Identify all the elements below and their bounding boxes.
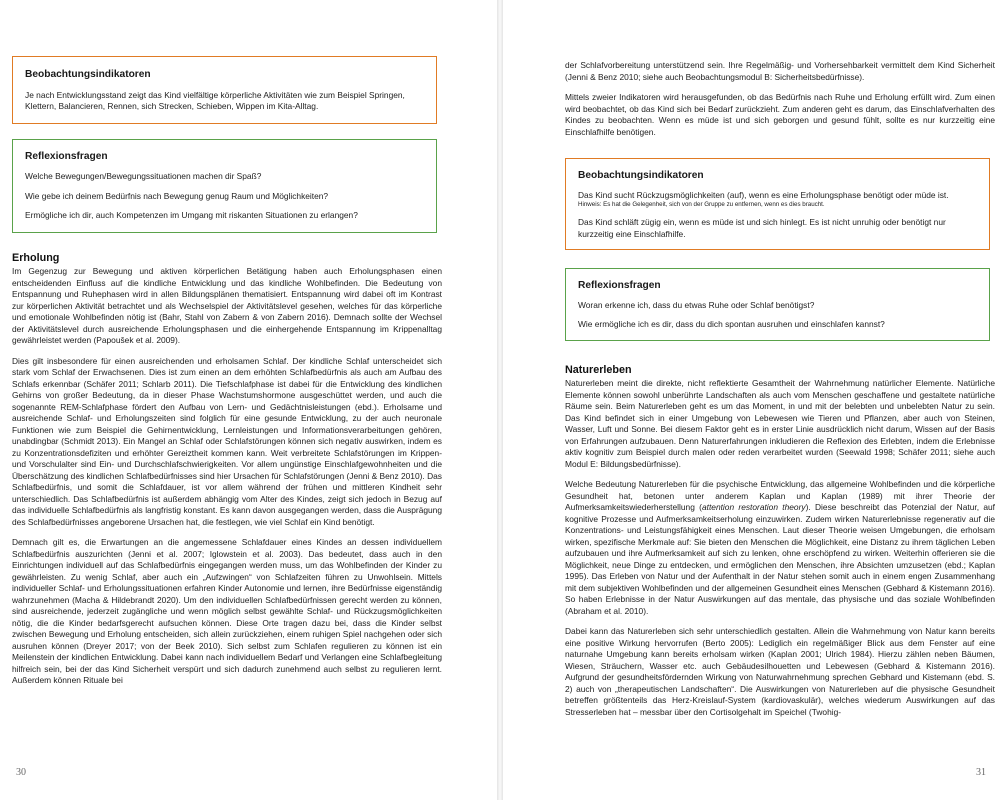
reflection-questions-box <box>565 268 990 341</box>
box-text: Je nach Entwicklungsstand zeigt das Kind vielfältige körperliche Aktivitäten wie zum Beispiel Springen, Klettern, Balancieren, Rennen, sich Strecken, Schieben, Wippen im Kita-Alltag. <box>25 89 405 111</box>
question: Welche Bewegungen/Bewegungssituationen machen dir Spaß? <box>25 171 262 181</box>
paragraph-text: ). Diese beschreibt das Potenzial der Natur, auf kognitive Prozesse und Aufmerksamkeitserholung einzuwirken. Zudem wirken Naturerlebnisse regenerativ auf die Konzentrations- und Leistungsfähigkeit eines Menschen. Laut dieser Theorie weisen Umgebungen, die erholsam wirken, spezifische Merkmale auf: Sie bieten den Menschen die Möglichkeit, eine Distanz zu ihrem täglichen Leben aufzubauen und ihre Aufmerksamkeit auf sich zu lenken, ohne erschöpfend zu wirken. Weiterhin offerieren sie die Möglichkeit, neue Dinge zu entdecken, und ermöglichen den Menschen, ihre Absichten umzusetzen (ebd.; Kaplan 1995). Das Erleben von Natur und der Aufenthalt in der Natur stehen somit auch in einem engen Zusammenhang mit dem subjektiven Wohlbefinden und der allgemeinen Gesundheit eines Menschen (Gebhard & Kistemann 2016). So haben Erlebnisse in der Natur Auswirkungen auf das mentale, das physische und das soziale Wohlbefinden (Abraham et al. 2010). <box>565 502 995 616</box>
left-page <box>0 0 497 800</box>
right-page <box>503 0 1000 800</box>
box-title: Reflexionsfragen <box>25 150 108 162</box>
paragraph-text: Welche Bedeutung Naturerleben für die psychische Entwicklung, das allgemeine Wohlbefinden und die körperliche Gesundheit hat, betonen unter anderem Kaplan und Kaplan (1989) mit ihrer Theorie der Aufmerksamkeitswiederherstellung ( <box>565 479 995 512</box>
paragraph-italic-term: attention restoration theory <box>701 502 806 512</box>
paragraph: der Schlafvorbereitung unterstützend sein. Ihre Regelmäßig- und Vorhersehbarkeit vermittelt dem Kind Sicherheit (Jenni & Benz 2010; siehe auch Beobachtungsmodul B: Sicherheitsbedürfnisse). <box>565 60 995 82</box>
section-heading: Erholung <box>12 251 60 264</box>
paragraph: Naturerleben meint die direkte, nicht reflektierte Gesamtheit der Wahrnehmung natürlicher Elemente. Natürliche Elemente können sowohl unberührte Landschaften als auch vom Menschen geschaffene und gestaltete natürliche Räume sein. Beim Naturerleben geht es um das Moment, in und mit der belebten und unbelebten Natur zu sein. Das Kind befindet sich in einer Umgebung von Lebewesen wie Tieren und Pflanzen, aber auch von Steinen, Wasser, Luft und Sonne. Bei diesem Faktor geht es in erster Linie ausdrücklich nicht darum, Wissen auf der Basis von Erfahrungen aufzubauen. Denn Naturerfahrungen inkludieren die Reflexion des Erlebten, indem die Erlebnisse aktiv kognitiv zum Beispiel durch malen oder reden verarbeitet wurden (Seewald 1998; Schäfer 2011; siehe auch Modul E: Bildungsbedürfnisse). <box>565 378 995 469</box>
observation-indicators-box <box>12 56 437 124</box>
paragraph <box>565 479 995 617</box>
reflection-questions-box <box>12 139 437 233</box>
box-title: Beobachtungsindikatoren <box>578 170 704 181</box>
question: Ermögliche ich dir, auch Kompetenzen im Umgang mit riskanten Situationen zu erlangen? <box>25 210 358 220</box>
box-hint: Hinweis: Es hat die Gelegenheit, sich von der Gruppe zu entfernen, wenn es dies braucht. <box>578 201 825 208</box>
question: Wie ermögliche ich es dir, dass du dich spontan ausruhen und einschlafen kannst? <box>578 319 885 329</box>
question: Wie gebe ich deinem Bedürfnis nach Bewegung genug Raum und Möglichkeiten? <box>25 190 329 201</box>
paragraph: Im Gegenzug zur Bewegung und aktiven körperlichen Betätigung haben auch Erholungsphasen einen entscheidenden Einfluss auf die kindliche Entwicklung und das kindliche Wohlbefinden. Die Bedeutung von Entspannung und Ruhephasen wird in allen Bildungsplänen thematisiert. Entspannung wird dabei oft im Kontrast zur körperlichen Aktivität betrachtet und als Wechselspiel der Aktivitätslevel gesehen, welches für das körperliche und emotionale Wohlbefinden nötig ist (Bahr, Stahl von Zabern & von Zabern 2016). Demnach sollte der Wechsel der Aktivitätslevel durch ausreichende Erholungsphasen und die einhergehende Entspannung im Krippenalltag gewährleistet werden (Papoušek et al. 2009). <box>12 266 442 345</box>
right-column <box>565 60 995 718</box>
observation-indicators-box <box>565 158 990 250</box>
paragraph: Dies gilt insbesondere für einen ausreichenden und erholsamen Schlaf. Der kindliche Schlaf unterscheidet sich stark vom Schlaf der Erwachsenen. Dies ist zum einen an dem erhöhten Schlafbedürfnis als auch am Aufbau des Schlafs erkennbar (Schäfer 2011; Schlarb 2011). Die Tiefschlafphase ist dabei für die Entwicklung des kindlichen Gehirns von großer Bedeutung, da in dieser Phase Wachstumshormone ausgeschüttet werden, und auch die sogenannte REM-Schlafphase fördert den Aufbau von Lern- und Gedächtnisleistungen (ebd.). Erholsame und ausreichende Schlaf- und Erholungszeiten sind folglich für eine gesunde Entwicklung, zu der auch neuronale Funktionen wie zum Beispiel die Gehirnentwicklung, Lernleistungen und Informationsverarbeitungen gehören, unabdingbar (Schmidt 2013). Ein Mangel an Schlaf oder Schlafstörungen können sich negativ auswirken, indem es zu Konzentrationsdefiziten und erhöhter Gereiztheit kommen kann. Weit verbreitete Schlafstörungen im Krippen- und Vorschulalter sind Ein- und Durchschlafschwierigkeiten. Vor allem ungünstige Einschlafgewohnheiten und die Überschätzung des kindlichen Schlafbedürfnisses sind hier Ursachen für Schlafstörungen (Jenni & Benz 2010). Das Schlafbedürfnis, und somit die Schlafdauer, ist vor allem während der frühen und mittleren Kindheit sehr unterschiedlich. Das Schlafbedürfnis ist außerdem abhängig vom Alter des Kindes, zeigt sich jedoch in Bezug auf das individuelle Schlafbedürfnis als langfristig konstant. Es kann davon ausgegangen werden, dass die Ausprägung des Schlafbedürfnisses angeborene Ursachen hat, die festlegen, wie viel Schlaf ein Kind benötigt. <box>12 355 442 527</box>
box-title: Beobachtungsindikatoren <box>25 69 151 80</box>
section-heading: Naturerleben <box>565 363 632 376</box>
question: Woran erkenne ich, dass du etwas Ruhe oder Schlaf benötigst? <box>578 299 815 310</box>
left-column <box>12 56 442 687</box>
box-text: Das Kind schläft zügig ein, wenn es müde ist und sich hinlegt. Es ist nicht unruhig oder benötigt nur kurzzeitig eine Einschlafhilfe. <box>578 217 946 239</box>
page-number: 30 <box>16 767 26 778</box>
box-title: Reflexionsfragen <box>578 280 661 291</box>
paragraph: Mittels zweier Indikatoren wird herausgefunden, ob das Bedürfnis nach Ruhe und Erholung erfüllt wird. Zum einen wird beobachtet, ob das Kind sich bei Bedarf zurückzieht. Zum anderen geht es darum, das Einschlafverhalten des Kindes zu beobachten. Wenn es müde ist und sich geborgen und gesund fühlt, sollte es nur kurzzeitig eine Einschlafhilfe benötigen. <box>565 92 995 137</box>
page-number: 31 <box>976 767 986 778</box>
paragraph: Demnach gilt es, die Erwartungen an die angemessene Schlafdauer eines Kindes an dessen individuellem Schlafbedürfnis auszurichten (Jenni et al. 2007; Iglowstein et al. 2003). Das bedeutet, dass auch in den Einrichtungen individuell auf das Schlafbedürfnis eingegangen werden muss, um das Wohlbefinden der Kinder zu gewährleisten. Zu wenig Schlaf, aber auch ein „Aufzwingen“ von Schlafzeiten führen zu Unwohlsein. Mittels individueller Schlaf- und Erholungssituationen erfahren Kinder Autonomie und lernen, ihre Bedürfnisse eigenständig wahrzunehmen (Macha & Hildebrandt 2020). Um den individuellen Schlafbedürfnissen gerecht werden zu können, sind ausreichende, jederzeit zugängliche und wenn möglich selbst gewählte Schlaf- und Rückzugsmöglichkeiten nötig, die die Kinder bedarfsgerecht aufsuchen können. Diese Orte tragen dazu bei, dass die Kinder selbst zwischen Bewegung und Erholung entscheiden, sich allein zurückziehen, einem ruhigen Spiel nachgehen oder sich ausruhen können (Dreyer 2017; von der Beek 2010). Sich selbst zum Schlafen regulieren zu können ist ein Meilenstein der kindlichen Entwicklung. Dabei kann nach individuellem Bedarf und Verlangen eine Schlafbegleitung hilfreich sein, bei der das Kind Sicherheit verspürt und sich dadurch zunehmend auch selbst zu regulieren lernt. Außerdem können Rituale bei <box>12 537 442 685</box>
paragraph: Dabei kann das Naturerleben sich sehr unterschiedlich gestalten. Allein die Wahrnehmung von Natur kann bereits eine positive Wirkung hervorrufen (Berto 2005): Lediglich ein regelmäßiger Blick aus dem Fenster auf eine naturnahe Umgebung kann bereits erholsam wirken (Kaplan 2001; Ulrich 1984). Hierzu zählen neben Bäumen, Wiesen, Sträuchern, Wasser etc. auch Gebäudesilhouetten und Lebewesen (Gebhard & Kistemann 2016). Aufgrund der gesundheitsfördernden Wirkung von Naturwahrnehmung sprechen Gebhard und Kistemann (ebd. S. 2) auch von „therapeutischen Landschaften“. Die Auswirkungen von Naturerleben auf die physische Gesundheit betreffen größtenteils das Herz-Kreislauf-System (kardiovaskulär), welches wiederum Auswirkungen auf das Stresserleben hat – messbar über den Cortisolgehalt im Speichel (Twohig- <box>565 626 995 717</box>
box-text: Das Kind sucht Rückzugsmöglichkeiten (auf), wenn es eine Erholungsphase benötigt oder müde ist. <box>578 189 949 200</box>
